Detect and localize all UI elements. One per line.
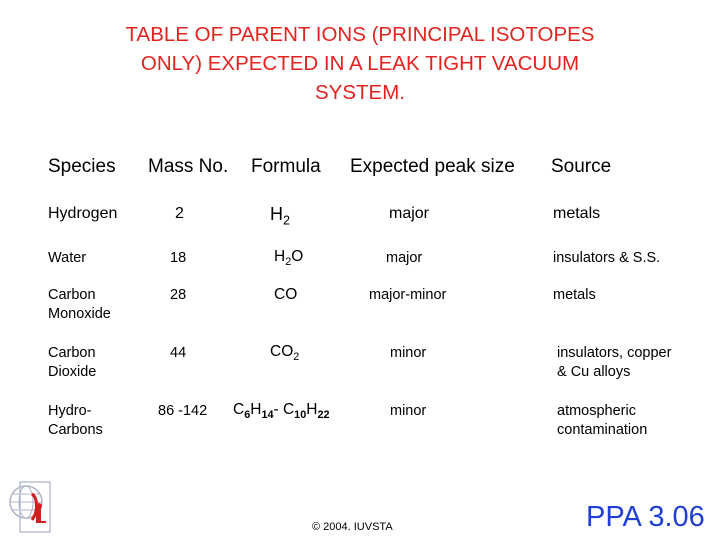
formula-element: C (233, 401, 245, 418)
formula-subscript: 22 (317, 408, 330, 421)
source-line: contamination (557, 422, 648, 438)
row-3-mass: 28 (170, 287, 187, 303)
formula-subscript: 2 (293, 350, 300, 363)
header-mass-no: Mass No. (148, 156, 229, 177)
formula-subscript: 14 (261, 408, 274, 421)
species-line: Dioxide (48, 364, 97, 380)
formula-element: H (270, 204, 283, 224)
row-2-mass: 18 (170, 250, 187, 266)
species-line: Carbon (48, 287, 96, 303)
slide-number: PPA 3.06 (586, 501, 705, 533)
row-4-source (557, 344, 671, 382)
header-source: Source (551, 156, 612, 177)
row-3-peak: major-minor (369, 287, 447, 303)
row-3-source: metals (553, 287, 596, 303)
row-1-species: Hydrogen (48, 205, 118, 222)
row-2-formula (274, 248, 303, 268)
formula-subscript: 6 (244, 408, 251, 421)
row-2-peak: major (386, 250, 423, 266)
iuvsta-logo-icon (6, 480, 54, 536)
formula-element: CO (270, 343, 294, 360)
formula-subscript: 10 (294, 408, 307, 421)
source-line: insulators, copper (557, 345, 672, 361)
row-2-species: Water (48, 250, 87, 266)
row-1-source: metals (553, 205, 601, 222)
formula-element: H (250, 401, 262, 418)
row-2-source: insulators & S.S. (553, 250, 661, 266)
formula-element: H (306, 401, 318, 418)
row-1-peak: major (389, 205, 430, 222)
formula-element: CO (274, 286, 298, 303)
row-4-species (48, 344, 96, 382)
header-species: Species (48, 156, 116, 177)
header-formula: Formula (251, 156, 321, 177)
source-line: atmospheric (557, 403, 636, 419)
slide-title: TABLE OF PARENT IONS (PRINCIPAL ISOTOPES ONLY) EXPECTED IN A LEAK TIGHT VACUUM SYSTEM. (125, 23, 595, 104)
row-3-formula (274, 286, 297, 304)
row-1-mass: 2 (175, 205, 184, 222)
species-line: Hydro- (48, 403, 92, 419)
row-4-mass: 44 (170, 345, 187, 361)
formula-separator: - (273, 401, 283, 418)
row-5-species (48, 402, 103, 440)
row-3-species (48, 286, 111, 324)
formula-subscript: 2 (283, 213, 291, 228)
row-4-formula (270, 343, 299, 363)
source-line: & Cu alloys (557, 364, 631, 380)
formula-element: H (274, 248, 286, 265)
formula-subscript: 2 (285, 255, 292, 268)
header-peak-size: Expected peak size (350, 156, 515, 177)
formula-element: C (282, 401, 295, 418)
species-line: Carbon (48, 345, 96, 361)
row-5-source (557, 402, 647, 440)
row-5-peak: minor (390, 403, 427, 419)
copyright-text: © 2004. IUVSTA (312, 521, 393, 533)
row-1-formula (270, 204, 290, 227)
species-line: Carbons (48, 422, 103, 438)
row-5-formula (233, 401, 330, 421)
formula-element: O (291, 248, 304, 265)
row-5-mass: 86 -142 (158, 403, 208, 419)
row-4-peak: minor (390, 345, 427, 361)
species-line: Monoxide (48, 306, 111, 322)
